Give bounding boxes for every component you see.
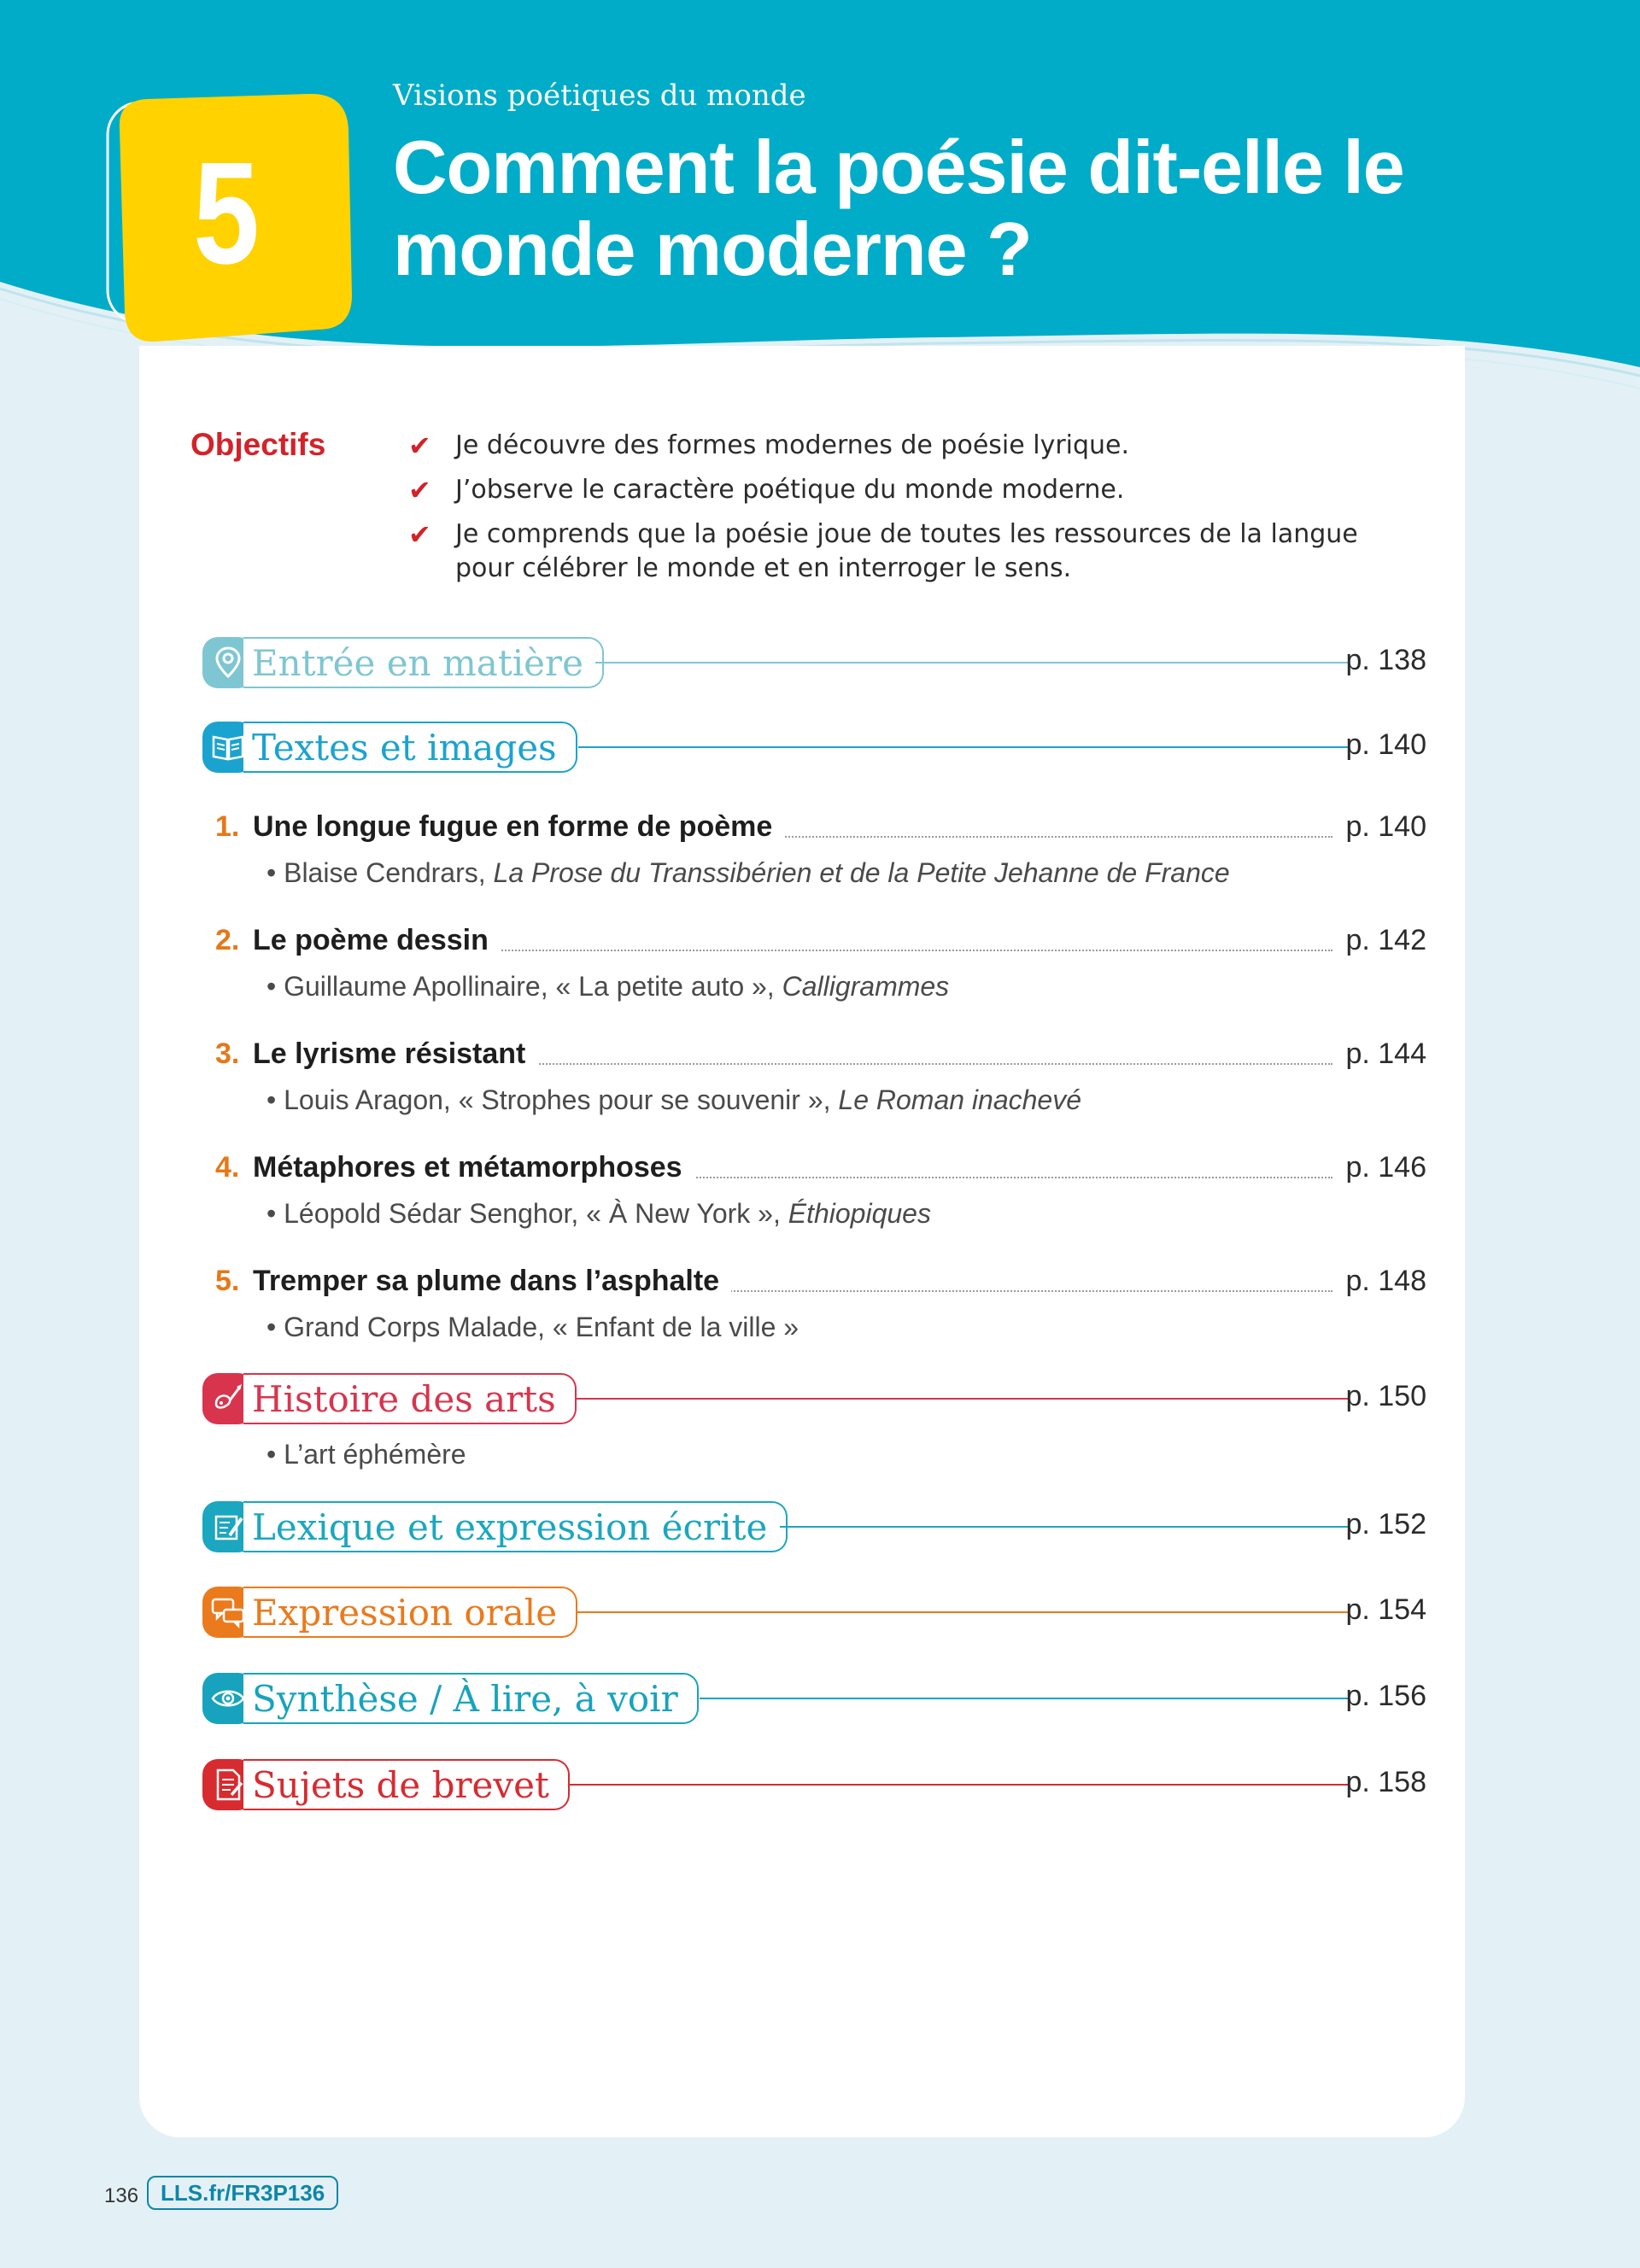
text-work: Le Roman inachevé: [838, 1084, 1082, 1115]
objective-item: [408, 429, 1416, 463]
section-label: Sujets de brevet: [252, 1763, 549, 1806]
check-icon: ✔: [408, 518, 431, 551]
text-entry-4[interactable]: [215, 1151, 1428, 1185]
section-synthese-a-lire-a-voir[interactable]: [202, 1673, 1428, 1724]
objective-text: J’observe le caractère poétique du monde moderne.: [455, 475, 1125, 505]
section-textes-et-images[interactable]: [202, 722, 1428, 773]
section-pill: [243, 722, 577, 773]
page-ref: p. 152: [1345, 1508, 1426, 1540]
text-source-4: • Léopold Sédar Senghor, « À New York », Éthiopiques: [266, 1198, 931, 1229]
objective-text: Je découvre des formes modernes de poésie lyrique.: [455, 430, 1130, 460]
page-ref: p. 142: [1345, 924, 1426, 956]
text-author: Grand Corps Malade, « Enfant de la ville »: [284, 1312, 800, 1342]
section-rule: [575, 1398, 1350, 1400]
chapter-kicker: Visions poétiques du monde: [393, 79, 806, 113]
page-ref: p. 156: [1345, 1680, 1426, 1712]
check-icon: ✔: [408, 430, 431, 462]
objective-item: [408, 473, 1416, 507]
section-label: Entrée en matière: [252, 641, 583, 684]
note-text: L’art éphémère: [284, 1439, 466, 1470]
text-number: 3.: [215, 1038, 240, 1070]
page-ref: p. 150: [1345, 1380, 1426, 1412]
section-label: Histoire des arts: [252, 1377, 556, 1420]
page-ref: p. 144: [1345, 1038, 1426, 1070]
page-ref: p. 146: [1345, 1151, 1426, 1184]
check-icon: ✔: [408, 474, 431, 506]
text-work: Calligrammes: [782, 971, 950, 1002]
page-ref: p. 154: [1345, 1593, 1426, 1626]
page-ref: p. 140: [1345, 810, 1426, 843]
section-pill: [243, 637, 604, 688]
text-author: Louis Aragon, « Strophes pour se souvenir »,: [284, 1084, 839, 1115]
section-pill: [243, 1587, 577, 1638]
section-pill: [243, 1673, 699, 1724]
histoire-note: • L’art éphémère: [266, 1439, 466, 1470]
page-ref: p. 140: [1345, 728, 1426, 761]
page-number: 136: [104, 2184, 139, 2207]
text-author: Blaise Cendrars,: [284, 857, 494, 888]
section-expression-orale[interactable]: [202, 1587, 1428, 1638]
section-pill: [243, 1373, 577, 1424]
text-work: Éthiopiques: [788, 1198, 931, 1229]
section-pill: [243, 1501, 788, 1552]
text-title: Le poème dessin: [253, 924, 501, 957]
chapter-title: Comment la poésie dit-elle le monde moderne ?: [393, 125, 1404, 291]
section-label: Textes et images: [252, 726, 557, 769]
section-rule: [780, 1526, 1350, 1528]
text-number: 2.: [215, 924, 240, 956]
text-title: Une longue fugue en forme de poème: [253, 810, 784, 844]
section-entree-en-matiere[interactable]: [202, 637, 1428, 688]
page-ref: p. 148: [1345, 1265, 1426, 1297]
section-label: Lexique et expression écrite: [252, 1505, 768, 1548]
text-title: Le lyrisme résistant: [253, 1038, 537, 1071]
chapter-number: 5: [193, 132, 260, 295]
lls-link[interactable]: LLS.fr/FR3P136: [147, 2176, 338, 2210]
section-rule: [700, 1698, 1350, 1699]
section-pill: [243, 1759, 570, 1810]
text-source-1: • Blaise Cendrars, La Prose du Transsibérien et de la Petite Jehanne de France: [266, 857, 1230, 888]
text-source-3: • Louis Aragon, « Strophes pour se souvenir », Le Roman inachevé: [266, 1084, 1082, 1115]
section-rule: [570, 1784, 1350, 1786]
text-number: 5.: [215, 1265, 240, 1297]
objective-text: Je comprends que la poésie joue de toutes les ressources de la langue pour célébrer le monde et en interroger le sens.: [455, 519, 1358, 583]
objectives-list: [408, 429, 1416, 596]
text-work: La Prose du Transsibérien et de la Petite Jehanne de France: [493, 857, 1230, 888]
section-label: Expression orale: [252, 1591, 558, 1634]
text-source-5: • Grand Corps Malade, « Enfant de la ville »: [266, 1312, 800, 1342]
section-rule: [578, 746, 1350, 748]
section-rule: [577, 1611, 1350, 1613]
text-number: 4.: [215, 1151, 240, 1184]
text-title: Métaphores et métamorphoses: [253, 1151, 694, 1184]
content-card: [139, 346, 1465, 2137]
text-number: 1.: [215, 810, 240, 843]
page-ref: p. 138: [1345, 644, 1426, 676]
section-label: Synthèse / À lire, à voir: [252, 1677, 678, 1720]
text-entry-3[interactable]: [215, 1038, 1428, 1072]
text-source-2: • Guillaume Apollinaire, « La petite auto », Calligrammes: [266, 971, 950, 1002]
text-title: Tremper sa plume dans l’asphalte: [253, 1265, 731, 1298]
page-ref: p. 158: [1345, 1766, 1426, 1798]
section-rule: [595, 662, 1350, 663]
text-author: Léopold Sédar Senghor, « À New York »,: [284, 1198, 788, 1229]
text-entry-5[interactable]: [215, 1265, 1428, 1299]
section-histoire-des-arts[interactable]: [202, 1373, 1428, 1424]
objective-item: [408, 517, 1416, 586]
text-author: Guillaume Apollinaire, « La petite auto »,: [284, 971, 782, 1002]
text-entry-1[interactable]: [215, 810, 1428, 845]
objectives-label: Objectifs: [190, 427, 326, 462]
section-lexique-expression-ecrite[interactable]: [202, 1501, 1428, 1552]
section-sujets-de-brevet[interactable]: [202, 1759, 1428, 1810]
text-entry-2[interactable]: [215, 924, 1428, 958]
